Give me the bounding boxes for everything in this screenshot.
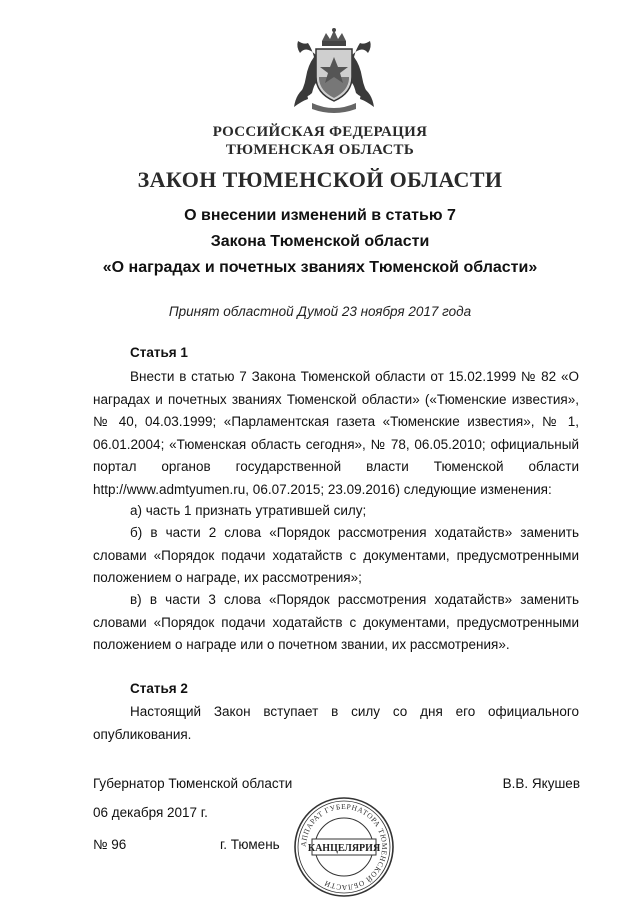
governor-name: В.В. Якушев	[502, 776, 580, 791]
article-2-text: Настоящий Закон вступает в силу со дня его официального опубликования.	[93, 704, 579, 742]
stamp-ring-text: АППАРАТ ГУБЕРНАТОРА ТЮМЕНСКОЙ ОБЛАСТИ	[298, 801, 390, 893]
law-title-line-2: Закона Тюменской области	[210, 233, 430, 250]
article-1-item-b: б) в части 2 слова «Порядок рассмотрения ходатайств» заменить словами «Порядок подачи ходатайств с документами, предусмотренными положением о награде, их рассмотрения»;	[93, 525, 579, 585]
article-1-intro: Внести в статью 7 Закона Тюменской области от 15.02.1999 № 82 «О наградах и почетных званиях Тюменской области» («Тюменские известия», № 40, 04.03.1999; «Парламентская газета «Тюменские известия», № 1, 06.01.2004; «Тюменская область сегодня», № 78, 06.05.2010; официальный портал органов государственной власти Тюменской области http://www.admtyumen.ru, 06.07.2015; 23.09.2016) следующие изменения:	[93, 369, 579, 497]
country-heading: РОССИЙСКАЯ ФЕДЕРАЦИЯ	[212, 124, 428, 140]
region-heading: ТЮМЕНСКАЯ ОБЛАСТЬ	[225, 142, 415, 158]
law-title-line-1: О внесении изменений в статью 7	[184, 207, 456, 224]
law-type-heading: ЗАКОН ТЮМЕНСКОЙ ОБЛАСТИ	[137, 167, 503, 192]
article-2-heading: Статья 2	[130, 681, 188, 696]
article-1-heading: Статья 1	[130, 345, 188, 360]
law-title-line-3: «О наградах и почетных званиях Тюменской области»	[102, 259, 538, 276]
stamp-center-text: КАНЦЕЛЯРИЯ	[307, 843, 381, 854]
article-1-item-a: а) часть 1 признать утратившей силу;	[130, 503, 367, 518]
chancellery-stamp-icon	[292, 795, 396, 899]
law-number: № 96	[93, 837, 127, 852]
adoption-note: Принят областной Думой 23 ноября 2017 года	[168, 304, 472, 319]
signing-city: г. Тюмень	[220, 837, 280, 852]
coat-of-arms-icon	[286, 27, 382, 117]
article-1-item-c: в) в части 3 слова «Порядок рассмотрения ходатайств» заменить словами «Порядок подачи ходатайств с документами, предусмотренными положением о награде или о почетном звании, их рассмотрения».	[93, 592, 579, 652]
governor-title: Губернатор Тюменской области	[93, 776, 293, 791]
signing-date: 06 декабря 2017 г.	[93, 805, 208, 820]
